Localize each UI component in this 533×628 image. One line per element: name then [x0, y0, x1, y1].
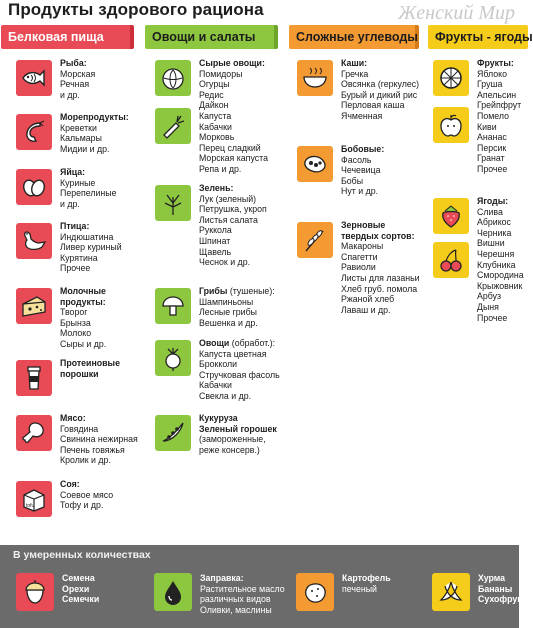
tofu-box-icon	[16, 481, 52, 517]
food-item: Лесные грибы	[199, 307, 257, 318]
food-item: Апельсин	[477, 89, 517, 100]
food-item: Растительное масло	[200, 583, 285, 594]
food-item: Арбуз	[477, 291, 502, 302]
food-item: Шпинат	[199, 235, 231, 246]
food-group-seafood	[16, 112, 129, 154]
food-item: и др.	[60, 198, 80, 209]
column-header-protein: Белковая пища	[1, 25, 134, 49]
food-item: Кролик и др.	[60, 455, 111, 466]
food-item: Морковь	[199, 132, 235, 143]
food-item: Кабачки	[199, 380, 232, 391]
group-heading: Каши:	[341, 58, 368, 68]
food-item: Оливки, маслины	[200, 604, 272, 615]
food-item: Помидоры	[199, 68, 243, 79]
food-item: Соевое мясо	[60, 489, 114, 500]
food-item: Чечевица	[341, 165, 381, 176]
food-group-meat	[16, 413, 138, 466]
group-heading: Соя:	[60, 479, 80, 489]
food-item: Фасоль	[341, 154, 372, 165]
food-item: Молоко	[60, 328, 92, 339]
food-item: Бананы	[478, 583, 513, 594]
group-heading-extra: (обработ.):	[229, 338, 276, 348]
food-item: Морская	[60, 68, 96, 79]
herbs-icon	[155, 185, 191, 221]
group-heading: Зерновые твердых сортов:	[341, 220, 415, 241]
food-item: Крыжовник	[477, 280, 523, 291]
food-item: различных видов	[200, 594, 271, 605]
food-item: Прочее	[477, 312, 508, 323]
group-heading-extra: (тушеные):	[227, 286, 275, 296]
banana-icon	[432, 573, 470, 611]
food-item: Равиоли	[341, 262, 376, 273]
food-item: Капуста	[199, 110, 232, 121]
group-heading-secondary: Зеленый горошек	[199, 423, 277, 434]
food-item: Шампиньоны	[199, 296, 254, 307]
food-item: Листья салата	[199, 214, 258, 225]
page-title: Продукты здорового рациона	[8, 0, 264, 19]
food-item: Бурый и дикий рис	[341, 89, 418, 100]
food-item: Лаваш и др.	[341, 304, 391, 315]
moderate-title: В умеренных количествах	[13, 549, 151, 561]
group-heading: Зелень:	[199, 183, 234, 193]
food-item: Семечки	[62, 594, 100, 605]
food-item: Лук (зеленый)	[199, 193, 257, 204]
tofu-label: tofu	[26, 503, 35, 509]
moderate-item-dressing	[154, 573, 285, 615]
food-item: Ананас	[477, 132, 507, 143]
food-group-fish	[16, 58, 95, 100]
food-item: Персик	[477, 142, 507, 153]
food-item: Креветки	[60, 122, 97, 133]
food-item: Петрушка, укроп	[199, 204, 267, 215]
food-item: Киви	[477, 121, 497, 132]
food-item: Прочее	[477, 163, 508, 174]
cabbage-icon	[155, 60, 191, 96]
food-item: Тофу и др.	[60, 500, 104, 511]
eggs-icon	[16, 169, 52, 205]
moderate-item-sweet-fruits	[432, 573, 533, 611]
moderate-item-seeds	[16, 573, 99, 611]
cherries-icon	[433, 242, 469, 278]
strawberry-icon	[433, 198, 469, 234]
shaker-icon	[16, 360, 52, 396]
group-heading: Картофель	[342, 573, 391, 583]
food-item: Мидии и др.	[60, 143, 110, 154]
food-item: и др.	[60, 89, 80, 100]
food-item: Брокколи	[199, 359, 238, 370]
group-heading: Бобовые:	[341, 144, 385, 154]
food-group-porridge	[297, 58, 419, 122]
watermark: Женский Мир	[397, 2, 515, 24]
food-item: Помело	[477, 110, 509, 121]
food-item: Руккола	[199, 225, 232, 236]
wheat-icon	[297, 222, 333, 258]
moderate-item-potato	[296, 573, 391, 611]
food-item: Перец сладкий	[199, 142, 261, 153]
group-heading-main: Грибы	[199, 286, 228, 296]
acorn-icon	[16, 573, 54, 611]
group-heading: Хурма	[478, 573, 506, 583]
food-group-eggs	[16, 167, 116, 209]
food-item: (замороженные,	[199, 434, 266, 445]
apple-icon	[433, 107, 469, 143]
food-item: Кальмары	[60, 133, 102, 144]
fish-icon	[16, 60, 52, 96]
food-group-legumes	[297, 144, 384, 197]
group-heading: Яйца:	[60, 167, 86, 177]
food-item: Черника	[477, 227, 512, 238]
group-heading: Протеиновые порошки	[60, 358, 120, 379]
food-group-protein-powder	[16, 358, 130, 396]
food-group-soy	[16, 479, 113, 517]
food-group-whole-grains	[297, 220, 420, 315]
food-item: реже консерв.)	[199, 444, 260, 455]
food-item: Яблоко	[477, 68, 507, 79]
food-item: Речная	[60, 79, 90, 90]
food-item: Абрикос	[477, 217, 511, 228]
food-item: Печень говяжья	[60, 444, 125, 455]
food-item: Перепелиные	[60, 188, 117, 199]
group-heading: Морепродукты:	[60, 112, 129, 122]
food-item: Листы для лазаньи	[341, 272, 420, 283]
food-item: Перловая каша	[341, 100, 405, 111]
food-item: Грейпфрут	[477, 100, 522, 111]
group-heading: Семена	[62, 573, 95, 583]
group-heading: Заправка:	[200, 573, 244, 583]
shrimp-icon	[16, 114, 52, 150]
column-header-fruits: Фрукты - ягоды	[428, 25, 528, 49]
food-item: Дайкон	[199, 100, 229, 111]
food-item: Смородина	[477, 270, 524, 281]
carrot-icon	[155, 108, 191, 144]
food-item: Редис	[199, 89, 224, 100]
cheese-icon	[16, 288, 52, 324]
food-item: Гранат	[477, 153, 505, 164]
food-item: Творог	[60, 307, 88, 318]
group-heading: Ягоды:	[477, 196, 509, 206]
food-item: Морская капуста	[199, 153, 268, 164]
group-heading: Кукуруза	[199, 413, 238, 423]
food-item: Капуста цветная	[199, 348, 267, 359]
column-header-carbs: Сложные углеводы	[289, 25, 419, 49]
group-heading: Фрукты:	[477, 58, 514, 68]
food-item: Ливер куриный	[60, 242, 122, 253]
food-item: Говядина	[60, 423, 99, 434]
food-item: Овсянка (геркулес)	[341, 79, 420, 90]
orange-slice-icon	[433, 60, 469, 96]
group-heading-main: Овощи	[199, 338, 230, 348]
food-group-mushrooms	[155, 286, 275, 328]
food-item: Клубника	[477, 259, 516, 270]
food-item: Курятина	[60, 252, 98, 263]
food-item: Вишни	[477, 238, 505, 249]
food-item: Черешня	[477, 248, 515, 259]
food-item: Индюшатина	[60, 231, 114, 242]
food-group-cooked-vegetables	[155, 338, 280, 402]
food-item: Репа и др.	[199, 163, 242, 174]
food-item: Слива	[477, 206, 503, 217]
food-item: Вешенка и др.	[199, 317, 258, 328]
food-item: Огурцы	[199, 79, 230, 90]
food-item: Сухофрукты	[478, 594, 533, 605]
group-heading	[199, 338, 280, 349]
group-heading: Птица:	[60, 221, 90, 231]
bowl-icon	[297, 60, 333, 96]
food-group-greens	[155, 183, 267, 268]
oil-drop-icon	[154, 573, 192, 611]
group-heading: Молочные продукты:	[60, 286, 106, 307]
food-item: Куриные	[60, 177, 96, 188]
food-item: Сыры и др.	[60, 338, 107, 349]
food-item: Хлеб груб. помола	[341, 283, 418, 294]
food-item: Бобы	[341, 175, 364, 186]
food-item: Стручковая фасоль	[199, 369, 280, 380]
potato-icon	[296, 573, 334, 611]
column-header-vegetables: Овощи и салаты	[145, 25, 278, 49]
food-group-poultry	[16, 221, 122, 274]
food-group-dairy	[16, 286, 125, 350]
food-item: Гречка	[341, 68, 369, 79]
food-item: Нут и др.	[341, 186, 379, 197]
food-item: Свинина нежирная	[60, 434, 138, 445]
radish-icon	[155, 340, 191, 376]
food-item: Дыня	[477, 301, 499, 312]
food-item: Орехи	[62, 583, 90, 594]
mushroom-icon	[155, 288, 191, 324]
food-item: Ржаной хлеб	[341, 294, 395, 305]
food-item: печеный	[342, 583, 377, 594]
food-item: Брынза	[60, 317, 91, 328]
food-item: Чеснок и др.	[199, 257, 251, 268]
food-item: Макароны	[341, 241, 384, 252]
food-item: Груша	[477, 79, 503, 90]
group-heading: Мясо:	[60, 413, 86, 423]
beans-icon	[297, 146, 333, 182]
food-item: Свекла и др.	[199, 390, 252, 401]
food-item: Спагетти	[341, 251, 378, 262]
food-item: Ячменная	[341, 110, 383, 121]
group-heading: Сырые овощи:	[199, 58, 265, 68]
food-item: Кабачки	[199, 121, 232, 132]
food-item: Прочее	[60, 263, 91, 274]
peapod-icon	[155, 415, 191, 451]
goose-icon	[16, 223, 52, 259]
drumstick-icon	[16, 415, 52, 451]
food-group-corn-peas	[155, 413, 277, 455]
group-heading: Рыба:	[60, 58, 87, 68]
food-item: Щавель	[199, 246, 232, 257]
group-heading	[199, 286, 275, 297]
